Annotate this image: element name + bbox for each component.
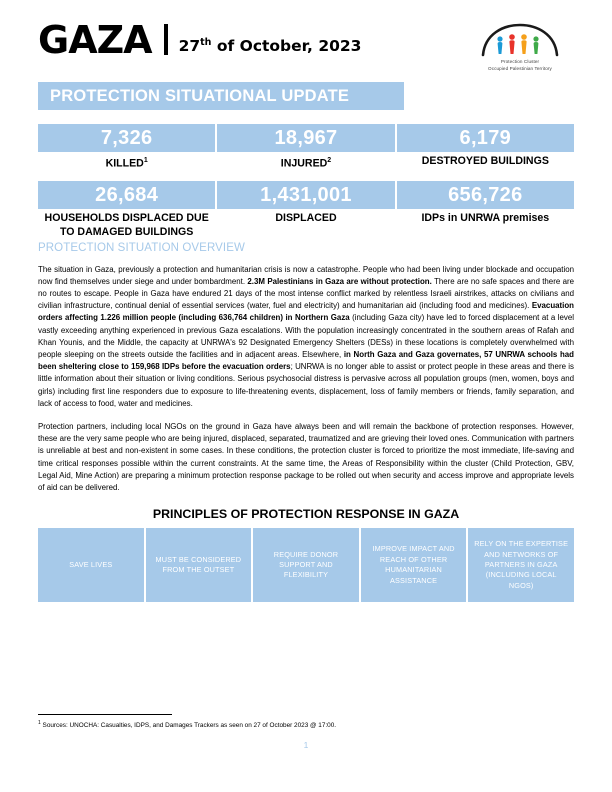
stat-label-text: INJURED (280, 157, 328, 170)
stat-destroyed-buildings (397, 124, 574, 171)
stat-value: 26,684 (38, 181, 215, 209)
stats-row-1 (38, 124, 574, 171)
report-date (179, 38, 362, 58)
date-day: 27 (178, 37, 201, 56)
stat-label-text: KILLED (105, 157, 144, 170)
footnote-text: Sources: UNOCHA: Casualties, IDPS, and Damages Trackers as seen on 27 of October 2023 @ 17:00. (40, 722, 337, 729)
p1-seg-g: ; UNRWA is no longer able to assist or protect people in these areas and there is little information about their situation or living conditions. Serious psychosocial distress is pervasive across all population groups (men, women, boys and girls) including first line responders due to exposure to life-threatening events, displacement, loss of family members or friends, family separation, and lack of access to food, water and medicines. (38, 362, 574, 408)
footnote-marker: 1 (38, 719, 41, 726)
p1-seg-f-bold: in North Gaza and Gaza governates, 57 UNRWA schools had been sheltering close to 159,968 IDPs before the evacuation orders (38, 349, 574, 372)
logo-caption (466, 59, 574, 73)
stat-idps-unrwa (397, 181, 574, 239)
section-heading-protection-situation-overview: PROTECTION SITUATION OVERVIEW (38, 241, 245, 254)
p1-seg-c: There are no safe spaces and there are no routes to escape. People in Gaza have endured 21 days of the most intense conflict marked by relentless Israeli airstrikes, attacks on civilians and civilian infrastructure, continual denial of essential services (water, fuel and electricity) and humanitarian aid (including food and medicines). (38, 276, 574, 311)
stat-footnote-marker: 1 (143, 157, 148, 164)
stat-label: HOUSEHOLDS DISPLACED DUE TO DAMAGED BUILDINGS (44, 211, 209, 238)
footnote-separator (38, 714, 172, 715)
logo-caption-line1: Protection Cluster (500, 59, 540, 64)
stat-value: 6,179 (397, 124, 574, 152)
principles-title: PRINCIPLES OF PROTECTION RESPONSE IN GAZA (152, 507, 460, 522)
title-divider (164, 24, 168, 55)
principle-box-save-lives: SAVE LIVES (38, 528, 146, 602)
stat-label: IDPs in UNRWA premises (421, 211, 550, 224)
stat-footnote-marker: 2 (327, 157, 332, 164)
footnote-area (38, 714, 574, 730)
stat-households-displaced (38, 181, 217, 239)
stat-injured (217, 124, 396, 171)
stat-value: 1,431,001 (217, 181, 394, 209)
stat-label: DISPLACED (275, 211, 337, 224)
p1-seg-a: The situation in Gaza, previously a protection and humanitarian crisis is now a catastrophe. People who had been living under blockade and occupation now find themselves under siege and under bombardment. (38, 264, 574, 286)
stat-label (397, 152, 574, 168)
p1-seg-d-bold: Evacuation orders affecting 1.226 million people (including 636,764 children) in Northern Gaza (38, 301, 574, 323)
stat-label-text: DESTROYED BUILDINGS (421, 155, 549, 167)
paragraph-protection-partners: Protection partners, including local NGOs on the ground in Gaza have always been and will remain the backbone of protection responses. However, these are the very same people who are being injured, displaced, separated, traumatized and are grieving their loved ones. Communication with partners is unreliable at best and non-existent in some cases. In these conditions, the protection cluster is forced to prioritize the most immediate, life-saving and time critical responses possible within the current constraints. At the same time, the Areas of Responsibility within the cluster (Child Protection, GBV, Legal Aid, Mine Action) are preparing a minimum protection response package to be rolled out when security and access improve and appropriate levels of aid can be delivered. (38, 421, 574, 492)
paragraph-situation-overview (38, 264, 574, 410)
stat-value: 656,726 (397, 181, 574, 209)
page-title: GAZA (38, 18, 152, 62)
p1-seg-e: (including Gaza city) have led to forced displacement at a level vastly exceeding anything experienced in previous Gaza escalations. With the population increasingly concentrated in the southern areas of Rafah and Khan Younis, and the Middle, the capacity at UNRWA's 92 Designated Emergency Shelters (DESs) in these locations is completely overwhelmed with people sleeping on the streets outside the facilities and in adjacent areas. Elsewhere, (38, 313, 574, 359)
protection-cluster-logo (466, 22, 574, 73)
key-figures (38, 124, 574, 239)
stat-label (38, 152, 215, 171)
principle-box-considered-from-outset: MUST BE CONSIDERED FROM THE OUTSET (146, 528, 254, 602)
stat-label (217, 152, 394, 171)
document-header (38, 0, 574, 78)
stat-value: 7,326 (38, 124, 215, 152)
stat-killed (38, 124, 217, 171)
principle-box-improve-impact: IMPROVE IMPACT AND REACH OF OTHER HUMANITARIAN ASSISTANCE (361, 528, 469, 602)
stat-value: 18,967 (217, 124, 394, 152)
principle-box-rely-on-partners: RELY ON THE EXPERTISE AND NETWORKS OF PARTNERS IN GAZA (INCLUDING LOCAL NGOS) (468, 528, 574, 602)
page-number: 1 (303, 740, 309, 750)
date-rest: of October, 2023 (211, 37, 362, 56)
logo-caption-line2: Occupied Palestinian Territory (488, 65, 552, 71)
principles-row (38, 528, 574, 602)
logo-mark-icon (477, 22, 563, 58)
stat-displaced (217, 181, 396, 239)
banner-protection-situational-update (38, 82, 404, 110)
stats-row-2 (38, 181, 574, 239)
footnote-sources (38, 719, 574, 730)
date-ordinal-suffix: th (200, 37, 212, 49)
banner-label: PROTECTION SITUATIONAL UPDATE (50, 86, 350, 105)
p1-seg-b-bold: 2.3M Palestinians in Gaza are without protection. (247, 276, 432, 286)
principle-box-donor-support: REQUIRE DONOR SUPPORT AND FLEXIBILITY (253, 528, 361, 602)
